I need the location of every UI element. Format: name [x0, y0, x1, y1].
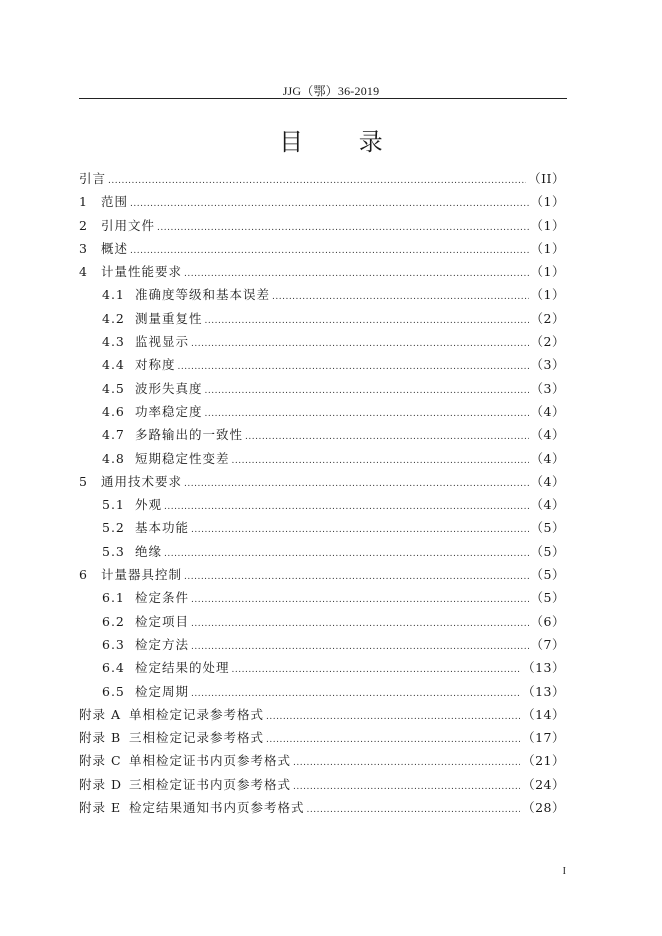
toc-entry-number: 附录 E — [79, 800, 122, 816]
dot-leader — [130, 196, 529, 212]
toc-entry-number: 6.5 — [102, 683, 125, 699]
toc-entry[interactable] — [79, 404, 565, 427]
toc-entry-page: （II） — [528, 171, 565, 186]
dot-leader — [108, 173, 526, 189]
toc-entry-number: 5.2 — [102, 520, 125, 536]
toc-entry-page: （4） — [530, 497, 565, 513]
toc-entry-number: 6.2 — [102, 613, 125, 629]
dot-leader — [157, 220, 529, 236]
dot-leader — [130, 243, 529, 259]
toc-entry-page: （4） — [530, 450, 565, 466]
dot-leader — [307, 802, 521, 818]
toc-entry-label: 波形失真度 — [135, 380, 203, 396]
toc-entry-number: 4.8 — [102, 450, 125, 466]
dot-leader — [191, 616, 529, 632]
toc-entry-label: 概述 — [101, 240, 129, 256]
toc-entry-label: 监视显示 — [135, 334, 190, 350]
dot-leader — [184, 266, 529, 282]
toc-entry-label: 三相检定证书内页参考格式 — [129, 776, 292, 792]
toc-entry-number: 2 — [79, 217, 88, 233]
toc-entry[interactable] — [79, 287, 565, 310]
toc-entry-label: 计量性能要求 — [101, 264, 183, 280]
page-number: I — [562, 866, 566, 877]
toc-entry[interactable] — [79, 381, 565, 404]
toc-entry[interactable] — [79, 311, 565, 334]
toc-entry-page: （5） — [530, 590, 565, 606]
toc-entry-page: （1） — [530, 217, 565, 233]
toc-entry[interactable] — [79, 241, 565, 264]
dot-leader — [191, 639, 529, 655]
toc-entry-number: 1 — [79, 194, 88, 210]
toc-entry[interactable] — [79, 171, 565, 194]
toc-entry-label: 单相检定记录参考格式 — [129, 706, 265, 722]
dot-leader — [164, 546, 529, 562]
toc-entry-page: （4） — [530, 473, 565, 489]
dot-leader — [293, 779, 520, 795]
toc-entry[interactable] — [79, 590, 565, 613]
toc-entry[interactable] — [79, 614, 565, 637]
toc-entry-number: 4.6 — [102, 403, 125, 419]
dot-leader — [266, 709, 520, 725]
dot-leader — [205, 313, 529, 329]
toc-entry-label: 对称度 — [135, 357, 176, 373]
dot-leader — [232, 453, 529, 469]
toc-entry-number: 5.1 — [102, 497, 125, 513]
header-rule — [79, 98, 567, 99]
toc-entry-label: 通用技术要求 — [101, 473, 183, 489]
toc-entry-label: 三相检定记录参考格式 — [129, 730, 265, 746]
toc-entry[interactable] — [79, 684, 565, 707]
toc-entry[interactable] — [79, 451, 565, 474]
toc-entry-number: 4 — [79, 264, 88, 280]
toc-entry-label: 计量器具控制 — [101, 567, 183, 583]
toc-entry[interactable] — [79, 357, 565, 380]
toc-entry-label: 检定项目 — [135, 613, 190, 629]
toc-entry-page: （2） — [530, 334, 565, 350]
toc-entry-page: （13） — [522, 660, 565, 676]
toc-entry-number: 3 — [79, 240, 88, 256]
toc-entry-page: （2） — [530, 310, 565, 326]
toc-entry[interactable] — [79, 520, 565, 543]
toc-entry-label: 单相检定证书内页参考格式 — [129, 753, 292, 769]
table-of-contents — [79, 171, 565, 823]
toc-entry-number: 6.1 — [102, 590, 125, 606]
toc-entry-label: 准确度等级和基本误差 — [135, 287, 271, 303]
toc-entry[interactable] — [79, 427, 565, 450]
toc-entry-label: 测量重复性 — [135, 310, 203, 326]
toc-entry-page: （13） — [522, 683, 565, 699]
toc-entry-label: 外观 — [135, 497, 163, 513]
toc-entry-label: 短期稳定性变差 — [135, 450, 230, 466]
dot-leader — [272, 289, 529, 305]
dot-leader — [191, 592, 529, 608]
toc-entry-page: （14） — [522, 706, 565, 722]
dot-leader — [184, 476, 529, 492]
toc-entry-page: （1） — [530, 194, 565, 210]
toc-entry[interactable] — [79, 800, 565, 823]
toc-entry-number: 5 — [79, 473, 88, 489]
dot-leader — [205, 383, 529, 399]
toc-entry[interactable] — [79, 497, 565, 520]
toc-entry-page: （24） — [522, 776, 565, 792]
toc-entry-label: 功率稳定度 — [135, 403, 203, 419]
toc-entry-number: 4.4 — [102, 357, 125, 373]
dot-leader — [266, 732, 520, 748]
toc-entry-page: （1） — [530, 240, 565, 256]
toc-entry-page: （5） — [530, 520, 565, 536]
toc-entry[interactable] — [79, 334, 565, 357]
toc-entry-page: （3） — [530, 380, 565, 396]
toc-entry[interactable] — [79, 264, 565, 287]
dot-leader — [184, 569, 529, 585]
toc-entry-page: （3） — [530, 357, 565, 373]
dot-leader — [293, 755, 520, 771]
dot-leader — [191, 336, 529, 352]
dot-leader — [191, 686, 520, 702]
toc-entry[interactable] — [79, 777, 565, 800]
toc-entry[interactable] — [79, 218, 565, 241]
toc-entry[interactable] — [79, 660, 565, 683]
toc-entry[interactable] — [79, 730, 565, 753]
toc-entry-number: 6.3 — [102, 636, 125, 652]
toc-entry-number: 4.5 — [102, 380, 125, 396]
toc-entry-page: （6） — [530, 613, 565, 629]
toc-entry-number: 附录 A — [79, 706, 122, 722]
toc-entry-page: （17） — [522, 730, 565, 746]
toc-entry-label: 检定结果的处理 — [135, 660, 230, 676]
toc-entry-page: （21） — [522, 753, 565, 769]
toc-entry-label: 检定周期 — [135, 683, 190, 699]
dot-leader — [232, 662, 521, 678]
toc-entry-label: 引用文件 — [101, 217, 156, 233]
page-title: 目 录 — [279, 128, 407, 156]
document-code-header: JJG（鄂）36-2019 — [282, 84, 380, 98]
toc-entry-number: 4.2 — [102, 310, 125, 326]
toc-entry-label: 绝缘 — [135, 543, 163, 559]
toc-entry-label: 检定条件 — [135, 590, 190, 606]
toc-entry-number: 附录 C — [79, 753, 122, 769]
toc-entry-label: 基本功能 — [135, 520, 190, 536]
dot-leader — [164, 499, 529, 515]
toc-entry-number: 4.1 — [102, 287, 125, 303]
toc-entry[interactable] — [79, 753, 565, 776]
toc-entry[interactable] — [79, 544, 565, 567]
toc-entry-page: （7） — [530, 636, 565, 652]
toc-entry-page: （4） — [530, 427, 565, 443]
dot-leader — [245, 429, 529, 445]
dot-leader — [205, 406, 529, 422]
toc-entry-number: 4.3 — [102, 334, 125, 350]
toc-entry[interactable] — [79, 567, 565, 590]
toc-entry-number: 6.4 — [102, 660, 125, 676]
toc-entry-number: 附录 D — [79, 776, 122, 792]
toc-entry-number: 4.7 — [102, 427, 125, 443]
toc-entry-number: 5.3 — [102, 543, 125, 559]
toc-entry-label: 检定方法 — [135, 636, 190, 652]
toc-entry-label: 范围 — [101, 194, 129, 210]
toc-entry-page: （1） — [530, 287, 565, 303]
toc-entry[interactable] — [79, 707, 565, 730]
dot-leader — [191, 522, 529, 538]
toc-entry-label: 引言 — [79, 171, 107, 186]
toc-entry[interactable] — [79, 474, 565, 497]
toc-entry-page: （28） — [522, 800, 565, 816]
toc-entry-page: （4） — [530, 403, 565, 419]
toc-entry-page: （5） — [530, 567, 565, 583]
toc-entry-page: （1） — [530, 264, 565, 280]
dot-leader — [178, 359, 529, 375]
toc-entry[interactable] — [79, 194, 565, 217]
toc-entry-number: 附录 B — [79, 730, 122, 746]
toc-entry-page: （5） — [530, 543, 565, 559]
toc-entry-label: 检定结果通知书内页参考格式 — [129, 800, 305, 816]
toc-entry[interactable] — [79, 637, 565, 660]
toc-entry-number: 6 — [79, 567, 88, 583]
toc-entry-label: 多路输出的一致性 — [135, 427, 244, 443]
